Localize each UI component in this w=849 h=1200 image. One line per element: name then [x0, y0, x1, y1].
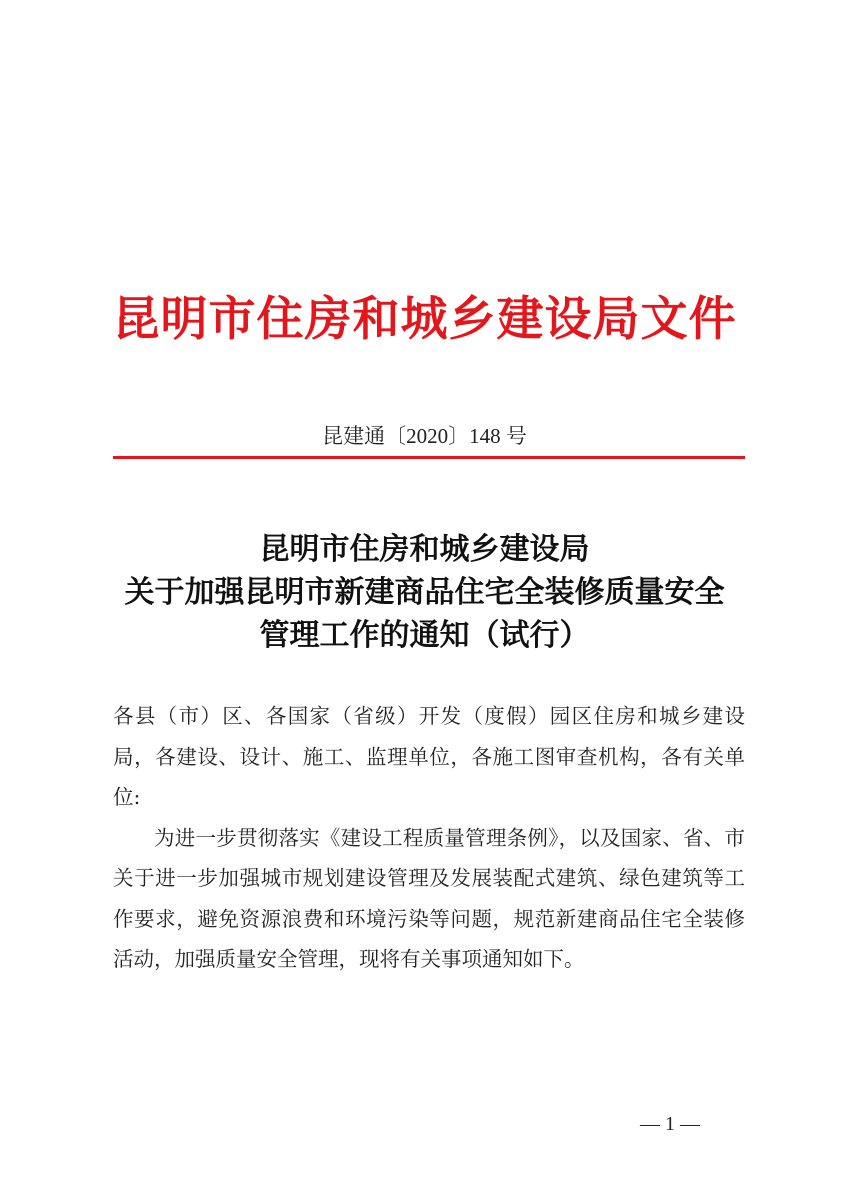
- page-number: — 1 —: [640, 1113, 700, 1135]
- document-number: 昆建通〔2020〕148 号: [322, 424, 527, 448]
- document-header: 昆明市住房和城乡建设局文件: [112, 292, 737, 347]
- body-paragraph: 为进一步贯彻落实《建设工程质量管理条例》，以及国家、省、市关于进一步加强城市规划建设管理及发展装配式建筑、绿色建筑等工作要求，避免资源浪费和环境污染等问题，规范新建商品住宅全装修活动，加强质量安全管理，现将有关事项通知如下。: [113, 825, 745, 971]
- salutation: 各县（市）区、各国家（省级）开发（度假）园区住房和城乡建设局，各建设、设计、施工、监理单位，各施工图审查机构，各有关单位:: [113, 704, 745, 809]
- title-line: 昆明市住房和城乡建设局: [259, 532, 590, 567]
- red-divider-line: [113, 456, 745, 459]
- title-line: 关于加强昆明市新建商品住宅全装修质量安全: [124, 575, 725, 610]
- document-title: [0, 528, 849, 657]
- document-body: [113, 696, 745, 980]
- title-line: 管理工作的通知（试行）: [259, 618, 590, 653]
